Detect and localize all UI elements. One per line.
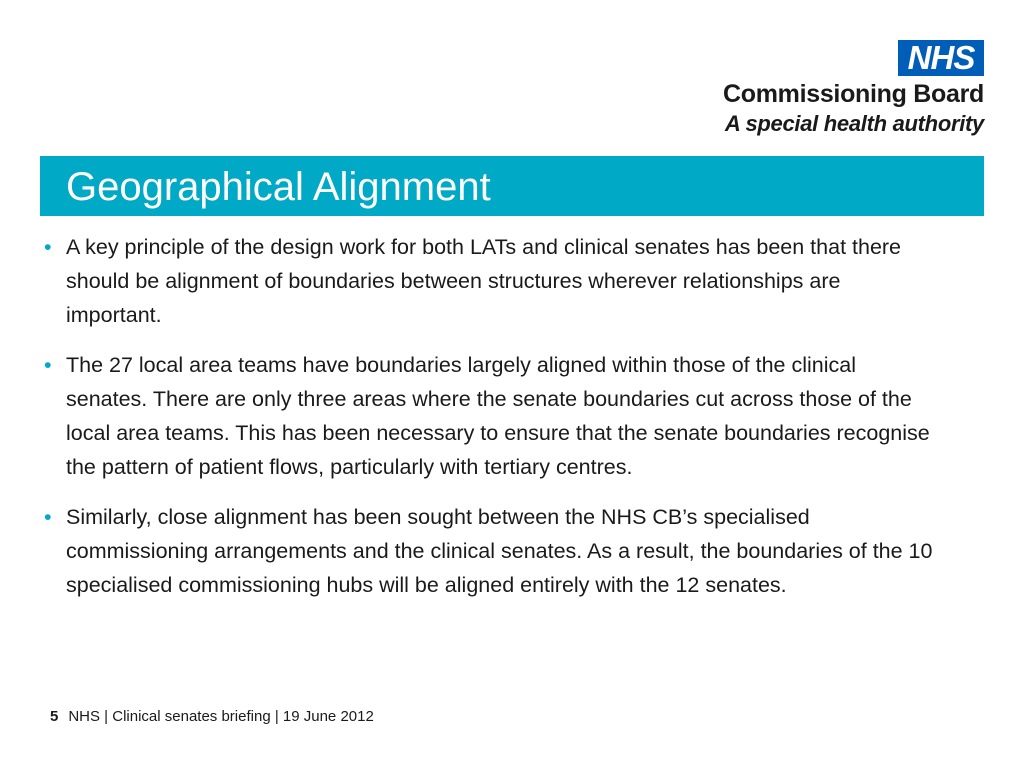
nhs-wordmark: NHS (898, 40, 984, 76)
bullet-item (44, 230, 934, 332)
page-number: 5 (50, 708, 59, 725)
bullet-item (44, 500, 934, 602)
bullet-item (44, 348, 934, 484)
bullet-marker-icon: • (44, 505, 52, 529)
footer-text: NHS | Clinical senates briefing | 19 June 2012 (68, 708, 374, 725)
nhs-logo (684, 40, 984, 140)
footer (50, 707, 374, 727)
title-bar (40, 156, 984, 216)
bullet-list (44, 230, 934, 618)
bullet-marker-icon: • (44, 235, 52, 259)
bullet-text: A key principle of the design work for both LATs and clinical senates has been that there should be alignment of boundaries between structures wherever relationships are important. (66, 235, 902, 327)
logo-tagline: A special health authority (724, 111, 984, 136)
bullet-marker-icon: • (44, 353, 52, 377)
slide-title: Geographical Alignment (66, 165, 491, 209)
bullet-text: The 27 local area teams have boundaries largely aligned within those of the clinical senates. There are only three areas where the senate boundaries cut across those of the local area teams. This has been necessary to ensure that the senate boundaries recognise the pattern of patient flows, particularly with tertiary centres. (66, 353, 930, 479)
logo-organisation-name: Commissioning Board (723, 80, 984, 108)
bullet-text: Similarly, close alignment has been sought between the NHS CB’s specialised commissioning arrangements and the clinical senates. As a result, the boundaries of the 10 specialised commissioning hubs will be aligned entirely with the 12 senates. (66, 505, 933, 597)
